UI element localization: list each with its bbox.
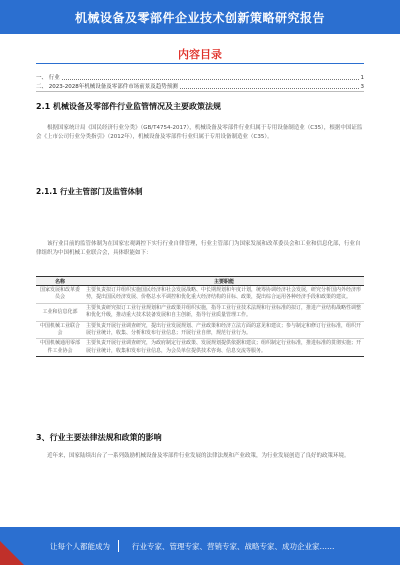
regulators-table [36,276,364,357]
toc-item-text: 二、 2023-2028年机械设备及零部件市场前景及趋势预测 [36,84,178,90]
toc-item-2[interactable] [36,82,364,90]
section-2-1-1-paragraph: 该行业目前的监管体制为在国家宏观调控下实行行业自律管理，行业主管部门为国家发展和改革委员会和工业和信息化部，行业自律组织为中国机械工业联合会，具体职能如下： [36,241,361,256]
table-header-duty: 主要职能 [84,277,364,286]
table-header-name: 名称 [36,277,84,286]
toc-item-1[interactable] [36,73,364,81]
toc-title: 内容目录 [178,48,222,61]
section-2-1-1-heading: 2.1.1 行业主管部门及监管体制 [36,187,143,196]
table-cell-duty: 主要负责拟订并组织实施国民经济和社会发展战略、中长期规划和年度计划，统筹协调经济社会发展，研究分析国内外经济形势，提出国民经济发展、价格总水平调控和优化重大经济结构的目标、政策，提出综合运用各种经济手段和政策的建议。 [84,286,364,304]
footer-divider [118,540,119,552]
table-row [36,303,364,321]
toc-leader-dots [180,85,359,89]
table-row [36,286,364,304]
toc-item-page: 3 [360,84,364,90]
table-cell-duty: 主要负责开展行业调查研究，提出行业发展规划、产业政策和经济立法方面的意见和建议；参与制定和修订行业标准，组织开展行业统计，收集、分析和发布行业信息；开展行业自律，规范行业行为。 [84,321,364,339]
toc-bottom-divider [36,91,364,92]
section-3-paragraph: 近年来，国家陆续出台了一系列鼓励机械设备及零部件行业发展的法律法规和产业政策，为行业发展创造了良好的政策环境。 [47,453,350,459]
table-row [36,321,364,339]
footer-slogan-right: 行业专家、管理专家、营销专家、战略专家、成功企业家…… [132,542,335,551]
section-3-heading: 3、行业主要法律法规和政策的影响 [36,433,162,442]
section-2-1-heading: 2.1 机械设备及零部件行业监管情况及主要政策法规 [36,102,221,111]
toc-item-text: 一、 行业 [36,75,60,81]
table-cell-name: 国家发展和改革委员会 [36,286,84,304]
table-row [36,339,364,357]
footer-slogan-left: 让每个人都能成为 [50,542,110,551]
table-cell-name: 工业和信息化部 [36,303,84,321]
toc-item-page: 1 [360,75,364,81]
report-title: 机械设备及零部件企业技术创新策略研究报告 [74,11,325,25]
report-footer-bar [0,527,400,565]
table-cell-name: 中国机械工业联合会 [36,321,84,339]
table-cell-duty: 主要负责开展行业调查研究，为政府制定行业政策、发展规划提供依据和建议；组织制定行业标准，推进标准的贯彻实施；开展行业统计，收集和发布行业信息，为会员单位提供技术咨询、信息交流等服务。 [84,339,364,357]
table-header-row [36,277,364,286]
report-header-bar [0,0,400,34]
toc-leader-dots [62,76,359,80]
table-cell-name: 中国机械通用零部件工业协会 [36,339,84,357]
table-cell-duty: 主要负责研究拟订工业行业规划和产业政策并组织实施，指导工业行业技术法规和行业标准的拟订，推进产业结构战略性调整和优化升级，推动重大技术装备发展和自主创新，指导行业质量管理工作。 [84,303,364,321]
toc-divider [36,63,364,64]
corner-accent [0,541,24,565]
section-2-1-paragraph: 根据国家统计局《国民经济行业分类》（GB/T4754-2017），机械设备及零部件行业归属于专用设备制造业（C35），根据中国证监会《上市公司行业分类指引》（2012年），机械设备及零部件行业归属于专用设备制造业（C35）。 [36,125,363,140]
